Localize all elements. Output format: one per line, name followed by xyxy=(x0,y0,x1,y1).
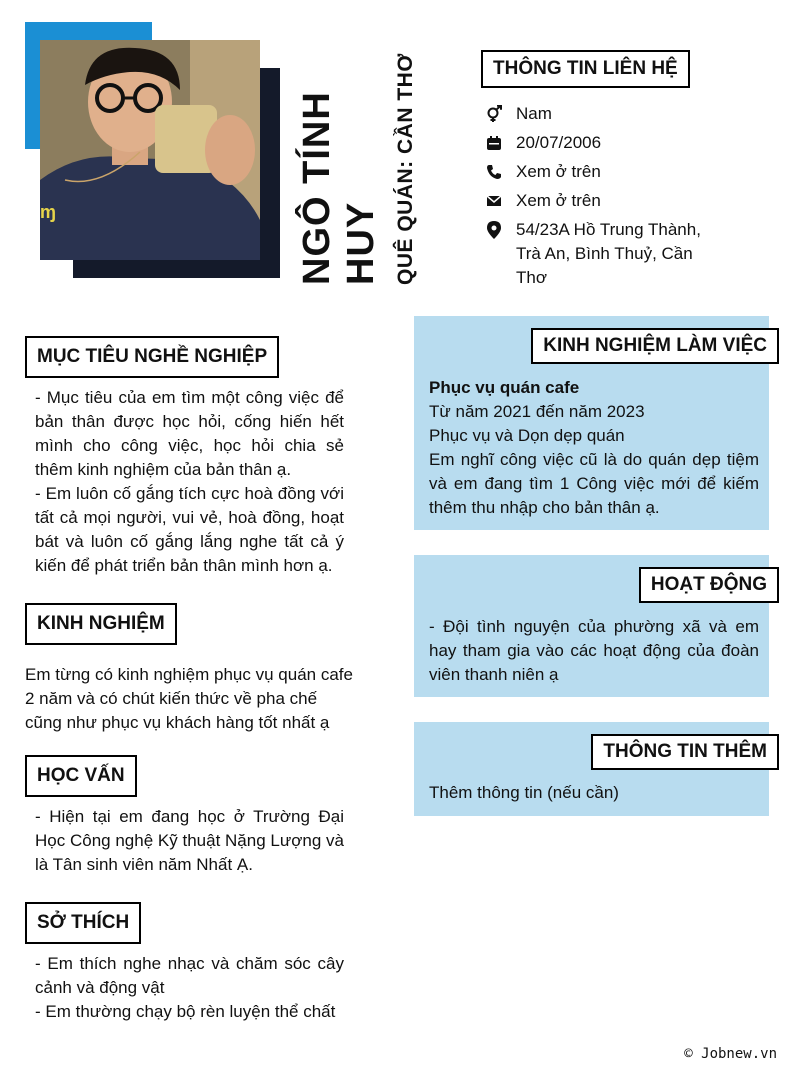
activities-panel xyxy=(414,555,769,697)
additional-info-panel xyxy=(414,722,769,816)
objective-line-2: - Em luôn cố gắng tích cực hoà đồng với tất cả mọi người, vui vẻ, hoà đồng, hoạt bát và luôn cố gắng lắng nghe tất cả ý kiến để phát triển bản thân mình hơn ạ. xyxy=(35,484,344,575)
candidate-name-line2: HUY xyxy=(340,201,382,285)
gender-icon xyxy=(484,102,504,126)
hobbies-section-title: SỞ THÍCH xyxy=(25,902,141,944)
contact-item-phone xyxy=(484,160,744,184)
education-text: - Hiện tại em đang học ở Trường Đại Học Công nghệ Kỹ thuật Nặng Lượng và là Tân sinh viên năm Nhất Ạ. xyxy=(35,807,344,874)
objective-text xyxy=(35,386,344,578)
contact-phone-text: Xem ở trên xyxy=(516,162,601,181)
candidate-name-line1: NGÔ TÍNH xyxy=(296,91,338,285)
objective-line-1: - Mục tiêu của em tìm một công việc để bản thân được học hỏi, cống hiến hết mình cho công việc, học hỏi chia sẻ thêm kinh nghiệm của bản thân ạ. xyxy=(35,388,344,479)
objective-section-title: MỤC TIÊU NGHỀ NGHIỆP xyxy=(25,336,279,378)
job-note: Em nghĩ công việc cũ là do quán dẹp tiệm và em đang tìm 1 Công việc mới để kiếm thêm thu nhập cho bản thân ạ. xyxy=(429,450,759,517)
contact-section-title: THÔNG TIN LIÊN HỆ xyxy=(481,50,690,88)
hobbies-line-2: - Em thường chạy bộ rèn luyện thể chất xyxy=(35,1002,336,1021)
contact-item-email xyxy=(484,189,744,213)
profile-photo xyxy=(40,40,260,260)
experience-section-title: KINH NGHIỆM xyxy=(25,603,177,645)
contact-gender-text: Nam xyxy=(516,104,552,123)
work-experience-panel xyxy=(414,316,769,530)
hometown-label: QUÊ QUÁN: CẦN THƠ xyxy=(394,53,417,285)
calendar-icon xyxy=(484,131,504,155)
activities-section-title: HOẠT ĐỘNG xyxy=(639,567,779,603)
job-period: Từ năm 2021 đến năm 2023 xyxy=(429,402,645,421)
svg-text:ɱ: ɱ xyxy=(40,202,57,222)
additional-info-section-title: THÔNG TIN THÊM xyxy=(591,734,779,770)
location-pin-icon xyxy=(484,218,504,242)
email-icon xyxy=(484,189,504,213)
job-title: Phục vụ quán cafe xyxy=(429,378,580,397)
hobbies-text xyxy=(35,952,344,1024)
education-section-title: HỌC VẤN xyxy=(25,755,137,797)
contact-list xyxy=(484,102,744,295)
contact-item-birthdate xyxy=(484,131,744,155)
activities-text: - Đội tình nguyện của phường xã và em hay tham gia vào các hoạt động của đoàn viên thanh niên ạ xyxy=(429,617,759,684)
additional-info-text: Thêm thông tin (nếu cần) xyxy=(429,783,619,802)
work-experience-content xyxy=(429,376,759,520)
phone-icon xyxy=(484,160,504,184)
hobbies-line-1: - Em thích nghe nhạc và chăm sóc cây cảnh và động vật xyxy=(35,954,344,997)
footer-copyright: © Jobnew.vn xyxy=(684,1046,777,1062)
work-experience-section-title: KINH NGHIỆM LÀM VIỆC xyxy=(531,328,779,364)
contact-item-gender xyxy=(484,102,744,126)
experience-summary-text: Em từng có kinh nghiệm phục vụ quán cafe 2 năm và có chút kiến thức về pha chế cũng như phục vụ khách hàng tốt nhất ạ xyxy=(25,665,353,732)
contact-email-text: Xem ở trên xyxy=(516,191,601,210)
contact-birthdate-text: 20/07/2006 xyxy=(516,133,602,152)
contact-item-address xyxy=(484,218,744,290)
job-duties: Phục vụ và Dọn dẹp quán xyxy=(429,426,625,445)
contact-address-text: 54/23A Hồ Trung Thành, Trà An, Bình Thuỷ, Cần Thơ xyxy=(516,220,701,287)
